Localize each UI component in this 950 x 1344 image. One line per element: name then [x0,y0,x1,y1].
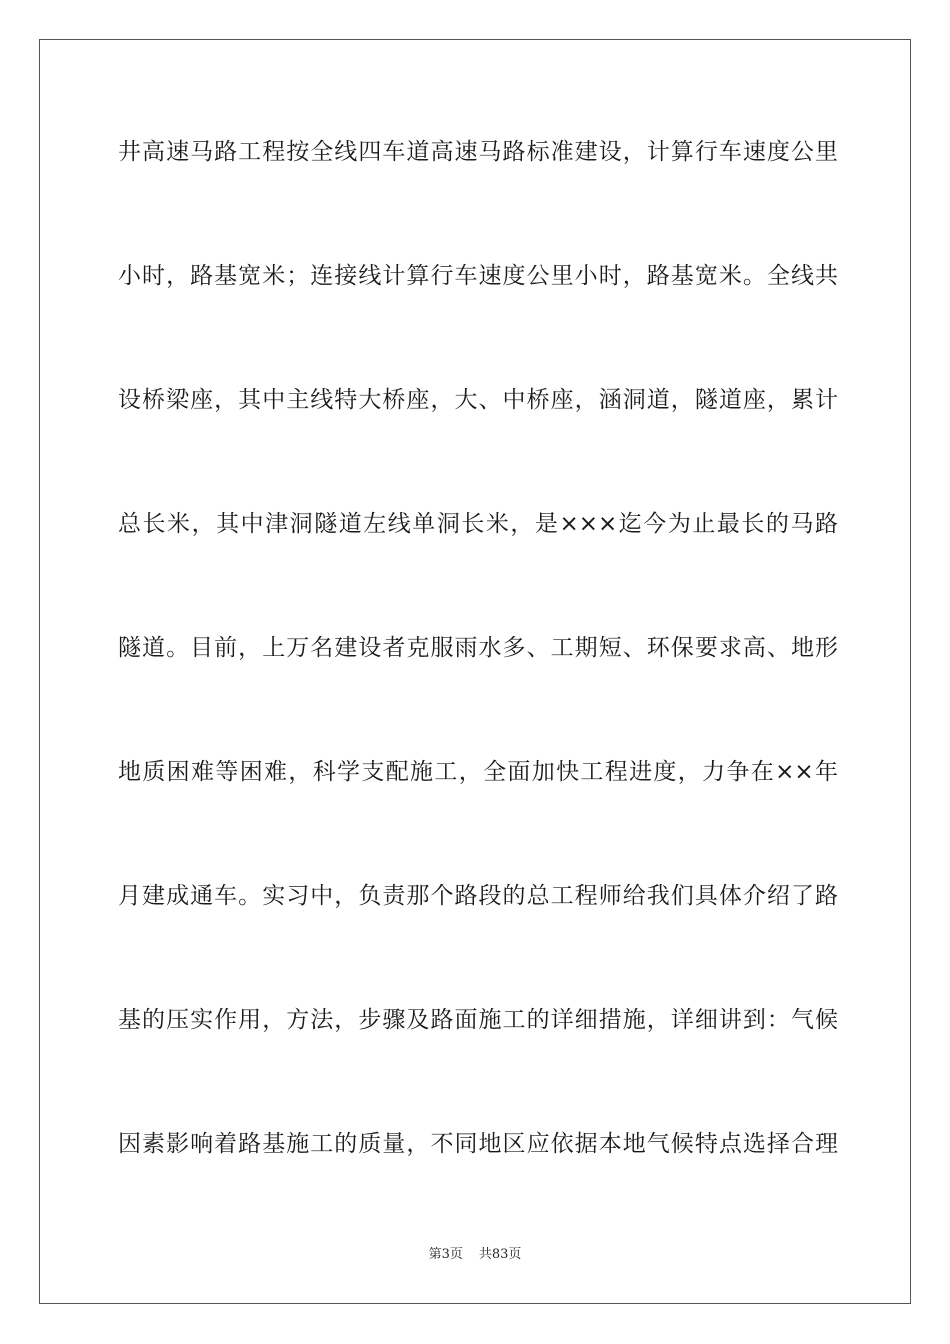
text-line: 设桥梁座，其中主线特大桥座，大、中桥座，涵洞道，隧道座，累计 [118,387,838,413]
text-line: 月建成通车。实习中，负责那个路段的总工程师给我们具体介绍了路 [118,883,838,909]
text-line: 因素影响着路基施工的质量，不同地区应依据本地气候特点选择合理 [118,1131,838,1157]
page-footer [0,1247,950,1263]
text-line: 基的压实作用，方法，步骤及路面施工的详细措施，详细讲到：气候 [118,1007,838,1033]
total-pages: 共83页 [478,1247,522,1262]
text-line: 井高速马路工程按全线四车道高速马路标准建设，计算行车速度公里 [118,139,838,165]
text-line: 地质困难等困难，科学支配施工，全面加快工程进度，力争在××年 [118,759,838,785]
page-number: 第3页 [428,1247,463,1262]
text-line: 小时，路基宽米；连接线计算行车速度公里小时，路基宽米。全线共 [118,263,838,289]
text-line: 总长米，其中津洞隧道左线单洞长米，是×××迄今为止最长的马路 [118,511,838,537]
text-line: 隧道。目前，上万名建设者克服雨水多、工期短、环保要求高、地形 [118,635,838,661]
page-border [39,39,911,1304]
